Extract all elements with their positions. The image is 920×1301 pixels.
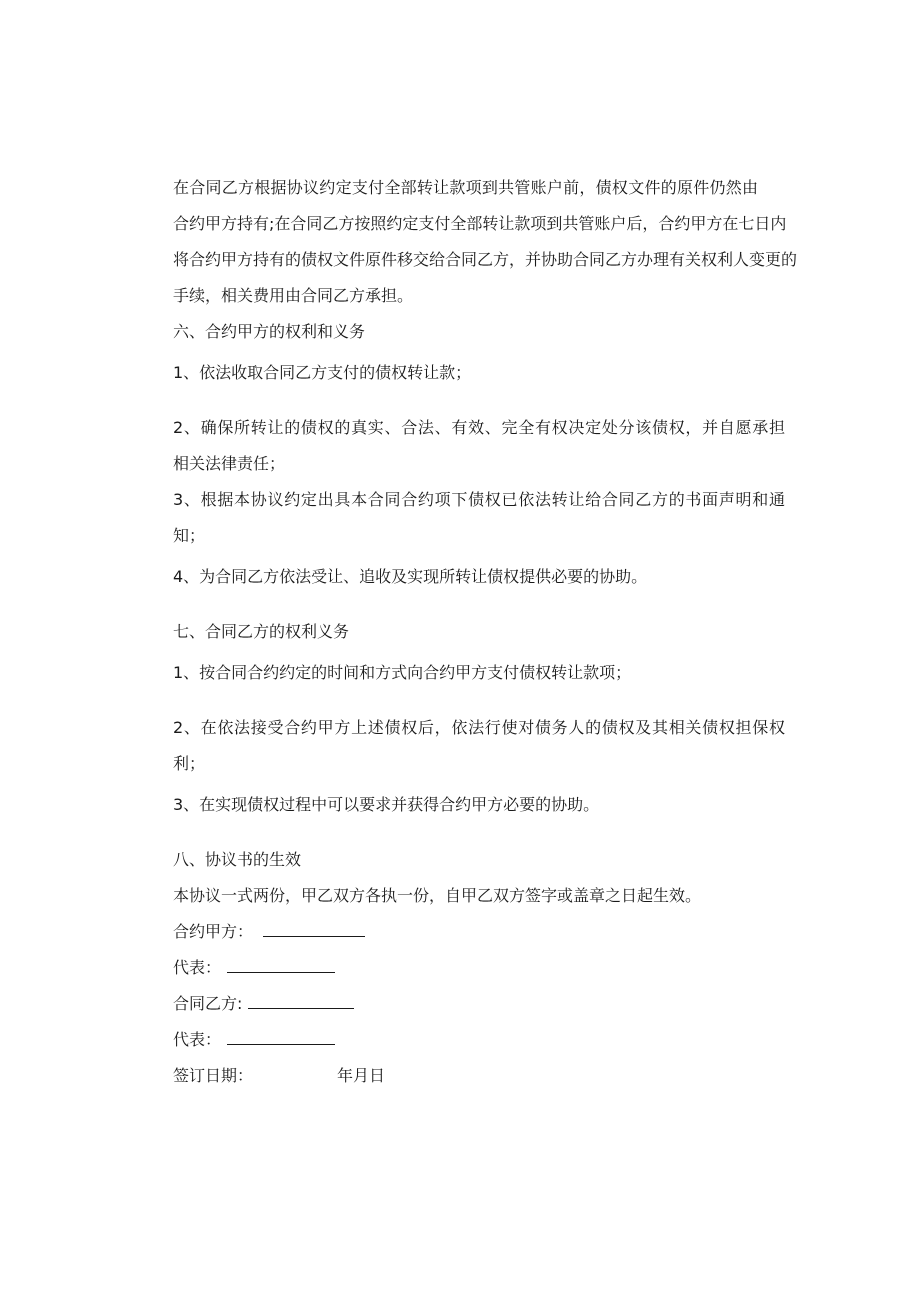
section6-item3-line2: 知；	[173, 526, 206, 545]
party-a-label: 合约甲方：	[173, 922, 254, 941]
party-b-signature-line[interactable]	[248, 994, 354, 1009]
para1-line3: 将合约甲方持有的债权文件原件移交给合同乙方，并协助合同乙方办理有关权利人变更的	[173, 250, 798, 269]
date-value: 年月日	[337, 1066, 386, 1085]
section7-item1: 1、按合同合约约定的时间和方式向合约甲方支付债权转让款项；	[173, 663, 632, 682]
section8-heading: 八、协议书的生效	[173, 850, 302, 869]
party-b-label: 合同乙方:	[173, 994, 243, 1013]
section6-item3-line1: 3、根据本协议约定出具本合同合约项下债权已依法转让给合同乙方的书面声明和通	[173, 490, 785, 509]
section6-item2-line2: 相关法律责任；	[173, 454, 286, 473]
section7-item2-line2: 利；	[173, 754, 206, 773]
section6-item2-line1: 2、确保所转让的债权的真实、合法、有效、完全有权决定处分该债权，并自愿承担	[173, 418, 785, 437]
para1-line2: 合约甲方持有;在合同乙方按照约定支付全部转让款项到共管账户后，合约甲方在七日内	[173, 214, 787, 233]
rep-a-signature-line[interactable]	[227, 958, 335, 973]
section6-heading: 六、合约甲方的权利和义务	[173, 322, 366, 341]
rep-a-label: 代表：	[173, 958, 222, 977]
section6-item4: 4、为合同乙方依法受让、追收及实现所转让债权提供必要的协助。	[173, 567, 648, 586]
section8-body: 本协议一式两份，甲乙双方各执一份，自甲乙双方签字或盖章之日起生效。	[173, 886, 702, 905]
party-a-row	[173, 922, 365, 942]
section7-item2-line1: 2、在依法接受合约甲方上述债权后，依法行使对债务人的债权及其相关债权担保权	[173, 718, 785, 737]
para1-line1: 在合同乙方根据协议约定支付全部转让款项到共管账户前，债权文件的原件仍然由	[173, 178, 758, 197]
rep-b-row	[173, 1030, 335, 1050]
date-label: 签订日期：	[173, 1066, 254, 1085]
rep-a-row	[173, 958, 335, 978]
section7-heading: 七、合同乙方的权利义务	[173, 622, 350, 641]
party-b-row	[173, 994, 354, 1014]
rep-b-signature-line[interactable]	[227, 1030, 335, 1045]
date-row	[173, 1066, 385, 1086]
section6-item1: 1、依法收取合同乙方支付的债权转让款；	[173, 363, 472, 382]
para1-line4: 手续，相关费用由合同乙方承担。	[173, 286, 414, 305]
party-a-signature-line[interactable]	[263, 922, 365, 937]
rep-b-label: 代表：	[173, 1030, 222, 1049]
section7-item3: 3、在实现债权过程中可以要求并获得合约甲方必要的协助。	[173, 795, 600, 814]
